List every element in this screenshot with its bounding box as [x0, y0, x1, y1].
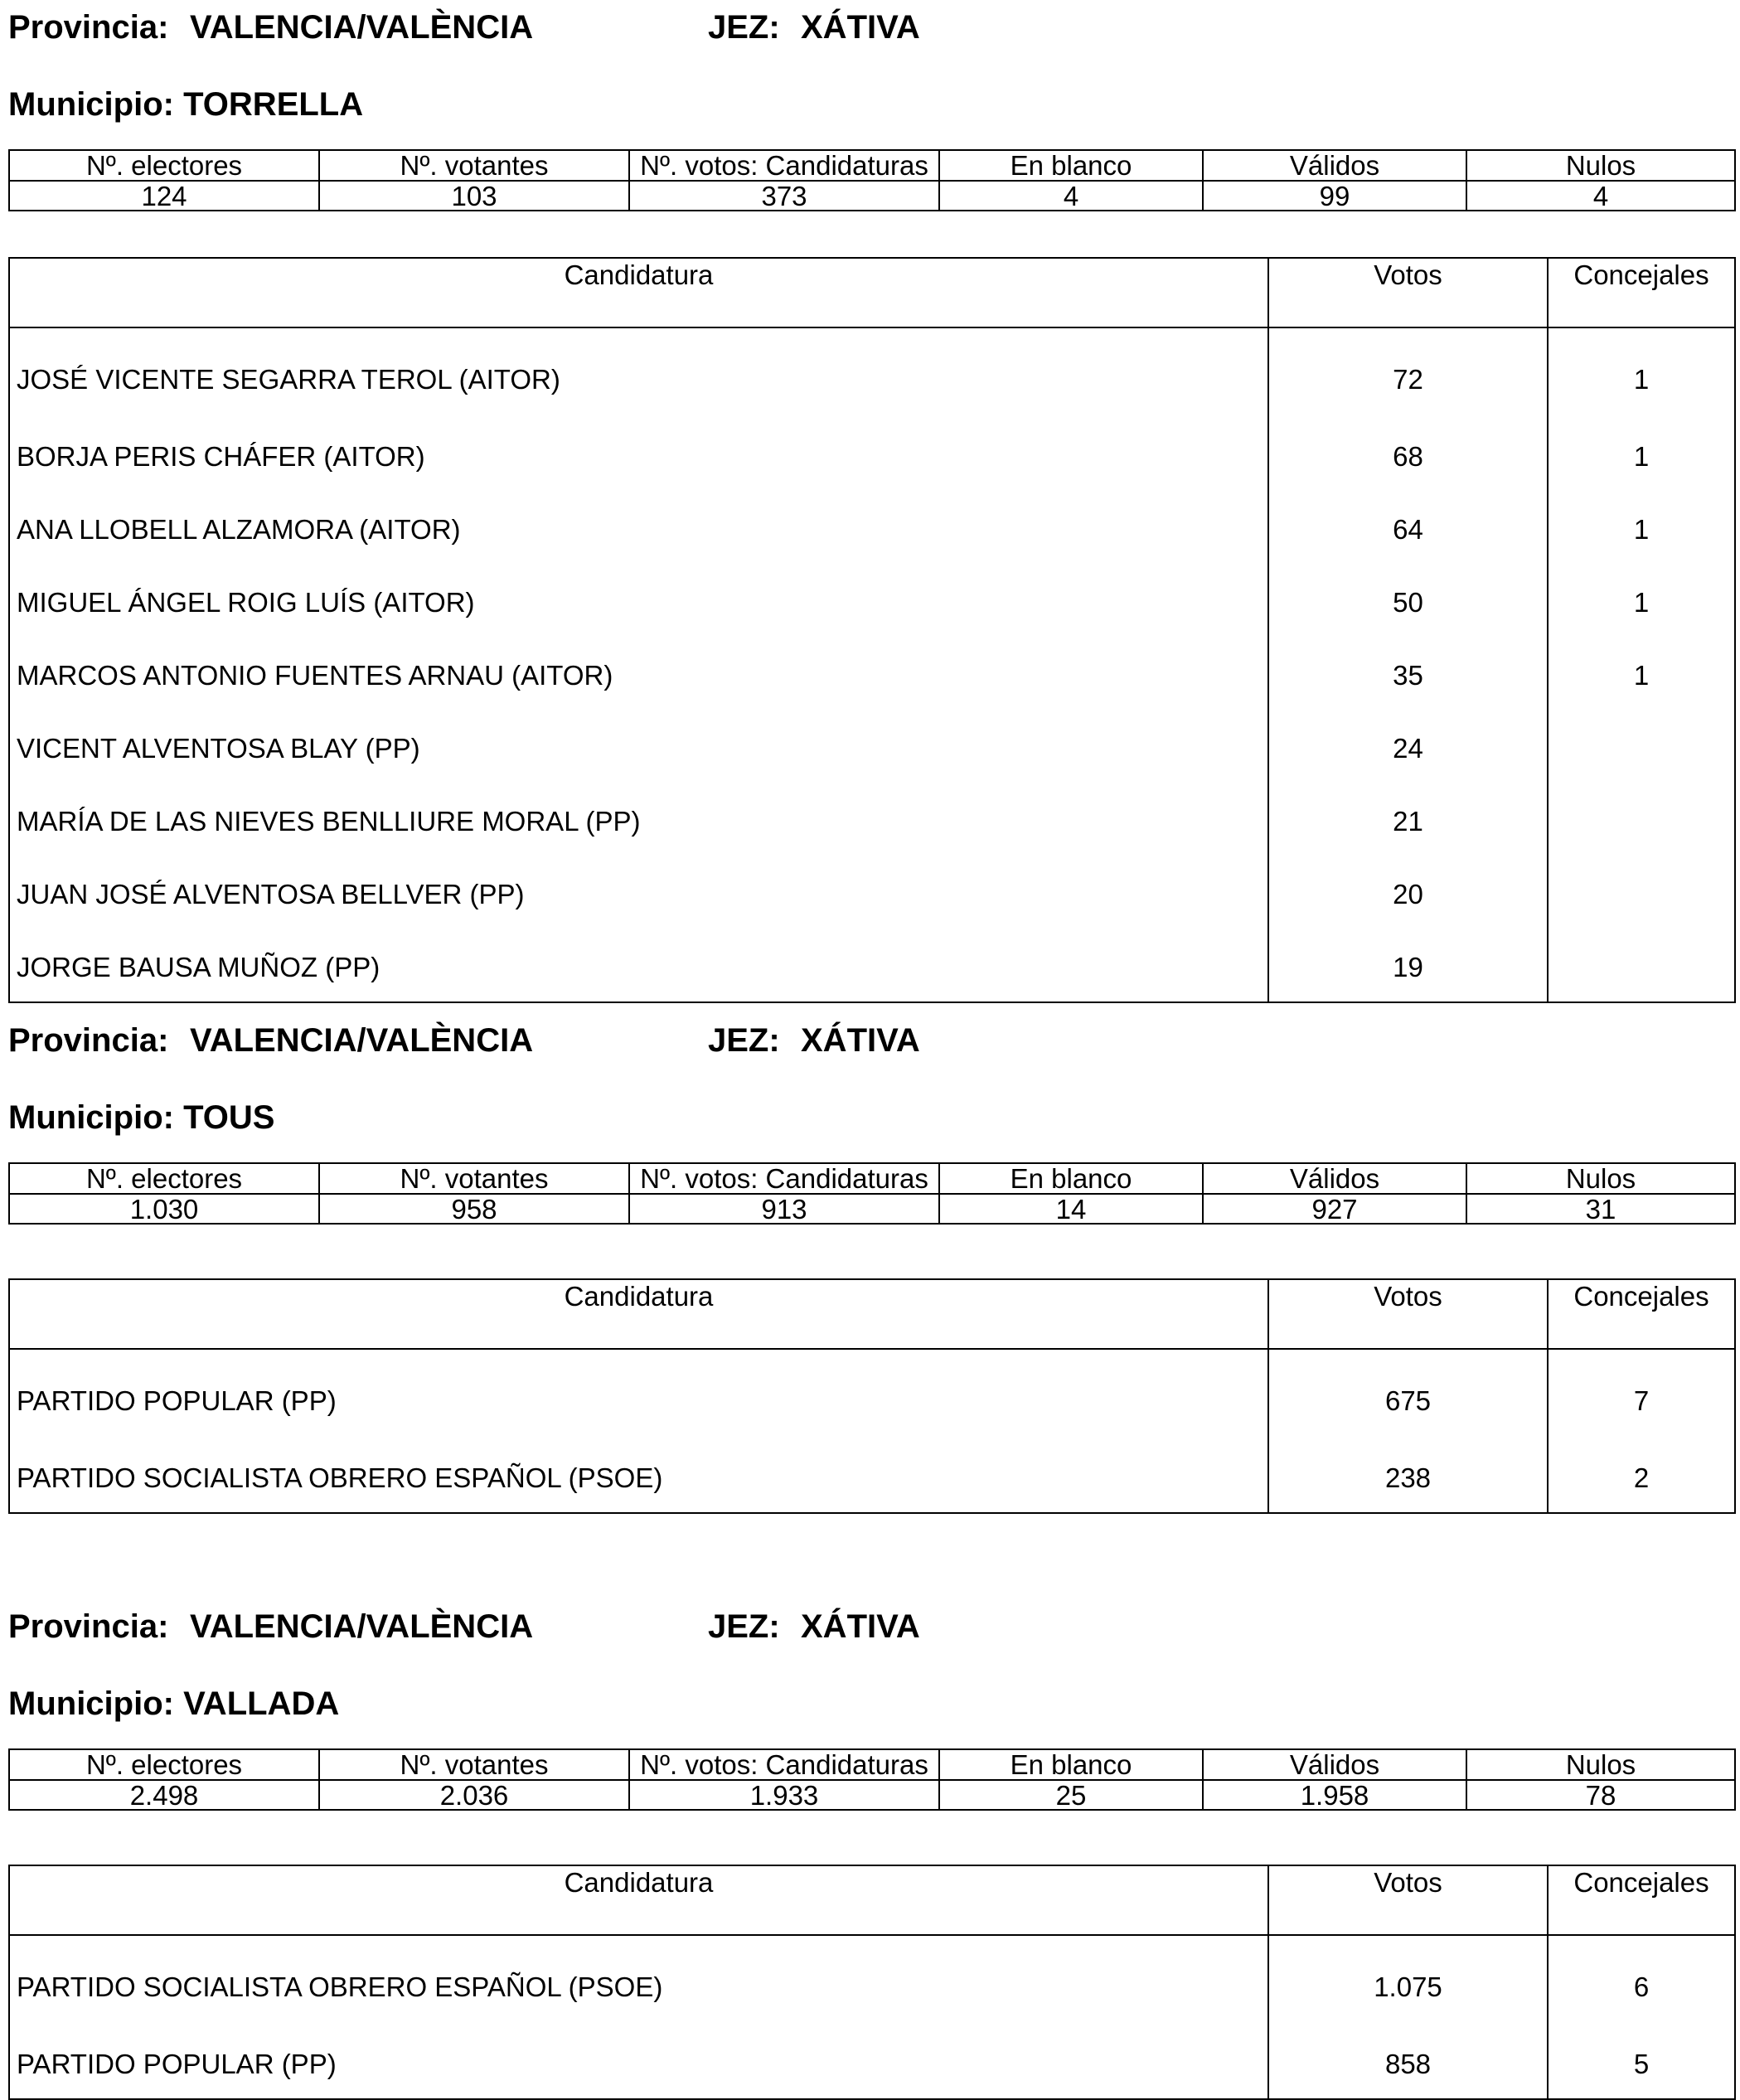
provincia-value: VALENCIA/VALÈNCIA: [190, 1608, 534, 1645]
candidate-name: PARTIDO SOCIALISTA OBRERO ESPAÑOL (PSOE): [9, 1935, 1268, 2025]
table-row: [9, 327, 1735, 418]
nulos-value: 78: [1466, 1780, 1735, 1810]
results-header-row: [9, 258, 1735, 327]
nulos-header: Nulos: [1466, 150, 1735, 181]
candidate-concejales: 5: [1548, 2025, 1735, 2099]
candidate-concejales: 7: [1548, 1349, 1735, 1439]
candidate-votos: 238: [1268, 1439, 1548, 1513]
nulos-header: Nulos: [1466, 1163, 1735, 1194]
candidate-concejales: 1: [1548, 491, 1735, 564]
votos-candidaturas-value: 1.933: [629, 1780, 939, 1810]
candidate-concejales: 1: [1548, 327, 1735, 418]
candidate-votos: 675: [1268, 1349, 1548, 1439]
electores-value: 2.498: [9, 1780, 319, 1810]
results-table: [8, 1278, 1736, 1514]
nulos-value: 4: [1466, 181, 1735, 211]
candidate-concejales: [1548, 710, 1735, 783]
candidate-name: PARTIDO SOCIALISTA OBRERO ESPAÑOL (PSOE): [9, 1439, 1268, 1513]
candidate-name: PARTIDO POPULAR (PP): [9, 1349, 1268, 1439]
summary-table: [8, 1162, 1736, 1225]
summary-values-row: [9, 1780, 1735, 1810]
municipio-value: TORRELLA: [183, 86, 364, 123]
en-blanco-header: En blanco: [939, 1163, 1203, 1194]
candidate-concejales: 1: [1548, 637, 1735, 710]
votantes-value: 103: [319, 181, 629, 211]
candidate-votos: 64: [1268, 491, 1548, 564]
jez-label: JEZ:: [708, 9, 780, 46]
table-row: [9, 418, 1735, 491]
electores-value: 1.030: [9, 1194, 319, 1224]
candidate-concejales: 1: [1548, 564, 1735, 637]
concejales-header: Concejales: [1548, 258, 1735, 327]
summary-table: [8, 149, 1736, 211]
table-row: [9, 491, 1735, 564]
candidate-concejales: 6: [1548, 1935, 1735, 2025]
provincia-label: Provincia:: [8, 1608, 169, 1645]
candidatura-header: Candidatura: [9, 1865, 1268, 1935]
candidate-name: PARTIDO POPULAR (PP): [9, 2025, 1268, 2099]
electores-header: Nº. electores: [9, 1163, 319, 1194]
municipio-label: Municipio:: [8, 86, 174, 123]
jez-value: XÁTIVA: [801, 1022, 920, 1059]
candidate-name: JORGE BAUSA MUÑOZ (PP): [9, 929, 1268, 1002]
candidate-name: VICENT ALVENTOSA BLAY (PP): [9, 710, 1268, 783]
candidate-concejales: [1548, 929, 1735, 1002]
candidate-votos: 19: [1268, 929, 1548, 1002]
summary-values-row: [9, 181, 1735, 211]
table-row: [9, 856, 1735, 929]
votos-candidaturas-value: 913: [629, 1194, 939, 1224]
votantes-value: 2.036: [319, 1780, 629, 1810]
votos-candidaturas-header: Nº. votos: Candidaturas: [629, 150, 939, 181]
votantes-header: Nº. votantes: [319, 1163, 629, 1194]
results-header-row: [9, 1279, 1735, 1349]
results-header-row: [9, 1865, 1735, 1935]
votantes-header: Nº. votantes: [319, 1749, 629, 1780]
summary-header-row: [9, 1749, 1735, 1780]
candidate-name: MARÍA DE LAS NIEVES BENLLIURE MORAL (PP): [9, 783, 1268, 856]
candidate-votos: 858: [1268, 2025, 1548, 2099]
candidatura-header: Candidatura: [9, 1279, 1268, 1349]
validos-header: Válidos: [1203, 1749, 1466, 1780]
en-blanco-value: 25: [939, 1780, 1203, 1810]
candidatura-header: Candidatura: [9, 258, 1268, 327]
validos-value: 1.958: [1203, 1780, 1466, 1810]
candidate-votos: 20: [1268, 856, 1548, 929]
candidate-concejales: 1: [1548, 418, 1735, 491]
electores-value: 124: [9, 181, 319, 211]
municipio-value: VALLADA: [183, 1685, 340, 1722]
candidate-votos: 24: [1268, 710, 1548, 783]
municipio-label: Municipio:: [8, 1685, 174, 1722]
candidate-concejales: [1548, 856, 1735, 929]
candidate-name: MARCOS ANTONIO FUENTES ARNAU (AITOR): [9, 637, 1268, 710]
en-blanco-header: En blanco: [939, 150, 1203, 181]
validos-header: Válidos: [1203, 1163, 1466, 1194]
jez-label: JEZ:: [708, 1608, 780, 1645]
table-row: [9, 2025, 1735, 2099]
municipio-header: [8, 88, 363, 121]
summary-table: [8, 1748, 1736, 1811]
votos-header: Votos: [1268, 1865, 1548, 1935]
electores-header: Nº. electores: [9, 1749, 319, 1780]
table-row: [9, 637, 1735, 710]
votos-header: Votos: [1268, 1279, 1548, 1349]
validos-header: Válidos: [1203, 150, 1466, 181]
table-row: [9, 1439, 1735, 1513]
summary-header-row: [9, 1163, 1735, 1194]
votos-header: Votos: [1268, 258, 1548, 327]
candidate-name: BORJA PERIS CHÁFER (AITOR): [9, 418, 1268, 491]
jez-value: XÁTIVA: [801, 1608, 920, 1645]
summary-header-row: [9, 150, 1735, 181]
candidate-votos: 68: [1268, 418, 1548, 491]
table-row: [9, 1349, 1735, 1439]
results-table: [8, 257, 1736, 1003]
municipio-header: [8, 1101, 274, 1134]
votos-candidaturas-header: Nº. votos: Candidaturas: [629, 1163, 939, 1194]
provincia-label: Provincia:: [8, 9, 169, 46]
candidate-concejales: [1548, 783, 1735, 856]
votos-candidaturas-header: Nº. votos: Candidaturas: [629, 1749, 939, 1780]
candidate-name: MIGUEL ÁNGEL ROIG LUÍS (AITOR): [9, 564, 1268, 637]
table-row: [9, 1935, 1735, 2025]
table-row: [9, 564, 1735, 637]
provincia-value: VALENCIA/VALÈNCIA: [190, 1022, 534, 1059]
candidate-name: JUAN JOSÉ ALVENTOSA BELLVER (PP): [9, 856, 1268, 929]
table-row: [9, 783, 1735, 856]
provincia-label: Provincia:: [8, 1022, 169, 1059]
candidate-votos: 72: [1268, 327, 1548, 418]
nulos-header: Nulos: [1466, 1749, 1735, 1780]
en-blanco-header: En blanco: [939, 1749, 1203, 1780]
votantes-header: Nº. votantes: [319, 150, 629, 181]
nulos-value: 31: [1466, 1194, 1735, 1224]
validos-value: 927: [1203, 1194, 1466, 1224]
candidate-name: ANA LLOBELL ALZAMORA (AITOR): [9, 491, 1268, 564]
en-blanco-value: 4: [939, 181, 1203, 211]
candidate-votos: 21: [1268, 783, 1548, 856]
concejales-header: Concejales: [1548, 1279, 1735, 1349]
electores-header: Nº. electores: [9, 150, 319, 181]
votos-candidaturas-value: 373: [629, 181, 939, 211]
candidate-votos: 35: [1268, 637, 1548, 710]
en-blanco-value: 14: [939, 1194, 1203, 1224]
candidate-concejales: 2: [1548, 1439, 1735, 1513]
jez-label: JEZ:: [708, 1022, 780, 1059]
municipio-value: TOUS: [183, 1099, 275, 1136]
summary-values-row: [9, 1194, 1735, 1224]
table-row: [9, 710, 1735, 783]
jez-value: XÁTIVA: [801, 9, 920, 46]
candidate-name: JOSÉ VICENTE SEGARRA TEROL (AITOR): [9, 327, 1268, 418]
candidate-votos: 50: [1268, 564, 1548, 637]
provincia-value: VALENCIA/VALÈNCIA: [190, 9, 534, 46]
table-row: [9, 929, 1735, 1002]
municipio-header: [8, 1687, 339, 1720]
results-table: [8, 1865, 1736, 2100]
votantes-value: 958: [319, 1194, 629, 1224]
concejales-header: Concejales: [1548, 1865, 1735, 1935]
validos-value: 99: [1203, 181, 1466, 211]
candidate-votos: 1.075: [1268, 1935, 1548, 2025]
municipio-label: Municipio:: [8, 1099, 174, 1136]
